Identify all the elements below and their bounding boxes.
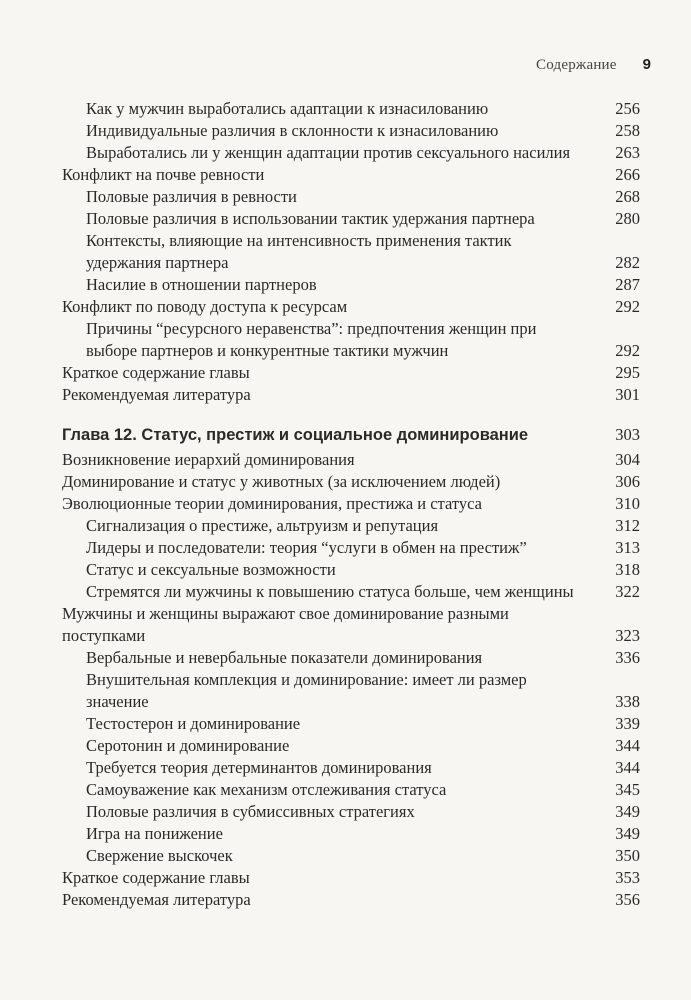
toc-entry-title: Лидеры и последователи: теория “услуги в обмен на престиж” <box>86 538 527 557</box>
toc-entry-title: Тестостерон и доминирование <box>86 714 301 733</box>
running-head-title: Содержание <box>536 57 617 73</box>
toc-entry-title: Рекомендуемая литература <box>62 890 251 909</box>
toc-entry-title: Половые различия в субмиссивных стратегиях <box>86 802 415 821</box>
toc-entry-title: Как у мужчин выработались адаптации к изнасилованию <box>86 99 489 118</box>
toc-entry-page: 301 <box>615 385 640 404</box>
toc-entry[interactable] <box>62 493 640 515</box>
toc-entry[interactable] <box>62 801 640 823</box>
toc-entry-page: 318 <box>615 560 640 579</box>
running-head <box>536 56 651 74</box>
toc-entry-page: 339 <box>615 714 640 733</box>
toc-entry-page: 310 <box>615 494 640 513</box>
toc-entry-title: Половые различия в использовании тактик удержания партнера <box>86 209 535 228</box>
toc-entry[interactable] <box>62 779 640 801</box>
toc-entry-page: 313 <box>615 538 640 557</box>
toc-entry-page: 258 <box>615 121 640 140</box>
toc-entry-page: 349 <box>615 824 640 843</box>
toc-entry-page: 356 <box>615 890 640 909</box>
toc-entry-title: Свержение выскочек <box>86 846 233 865</box>
toc-entry-title: Индивидуальные различия в склонности к изнасилованию <box>86 121 499 140</box>
toc-entry[interactable] <box>62 515 640 537</box>
toc-entry-title: Сигнализация о престиже, альтруизм и репутация <box>86 516 439 535</box>
toc-entry-title: Рекомендуемая литература <box>62 385 251 404</box>
toc-entry-page: 256 <box>615 99 640 118</box>
toc-entry-title: Серотонин и доминирование <box>86 736 290 755</box>
toc-entry[interactable] <box>62 296 640 318</box>
toc-entry-page: 292 <box>615 297 640 316</box>
toc-entry[interactable] <box>62 230 640 274</box>
toc-entry-page: 306 <box>615 472 640 491</box>
toc-entry-title: Внушительная комплекция и доминирование: имеет ли размер значение <box>86 670 527 711</box>
toc-entry-title: Краткое содержание главы <box>62 363 250 382</box>
toc-entry-title: Причины “ресурсного неравенства”: предпочтения женщин при выборе партнеров и конкурентные тактики мужчин <box>86 319 537 360</box>
toc-entry-title: Мужчины и женщины выражают свое доминирование разными поступками <box>62 604 509 645</box>
page-number: 9 <box>642 56 651 73</box>
toc-entry-title: Возникновение иерархий доминирования <box>62 450 355 469</box>
toc-entry-page: 322 <box>615 582 640 601</box>
toc-entry[interactable] <box>62 845 640 867</box>
toc-entry-page: 282 <box>615 253 640 272</box>
toc-entry[interactable] <box>62 208 640 230</box>
toc-entry-page: 268 <box>615 187 640 206</box>
toc-entry[interactable] <box>62 581 640 603</box>
toc-entry-page: 304 <box>615 450 640 469</box>
toc-chapter-title: Глава 12. Статус, престиж и социальное доминирование <box>62 426 529 444</box>
toc-entry[interactable] <box>62 164 640 186</box>
toc-entry[interactable] <box>62 889 640 911</box>
toc-entry-title: Доминирование и статус у животных (за исключением людей) <box>62 472 501 491</box>
toc-entry-title: Насилие в отношении партнеров <box>86 275 317 294</box>
toc-entry[interactable] <box>62 98 640 120</box>
toc-entry-page: 303 <box>615 425 640 444</box>
toc-entry-page: 349 <box>615 802 640 821</box>
toc-entry[interactable] <box>62 449 640 471</box>
toc-entry-title: Контексты, влияющие на интенсивность применения тактик удержания партнера <box>86 231 512 272</box>
toc-entry-page: 287 <box>615 275 640 294</box>
toc-entry[interactable] <box>62 669 640 713</box>
toc-entry-page: 350 <box>615 846 640 865</box>
toc-entry[interactable] <box>62 318 640 362</box>
toc-entry[interactable] <box>62 647 640 669</box>
toc-entry[interactable] <box>62 120 640 142</box>
toc-entry-page: 336 <box>615 648 640 667</box>
toc-entry[interactable] <box>62 713 640 735</box>
toc-entry-page: 280 <box>615 209 640 228</box>
toc-entry[interactable] <box>62 186 640 208</box>
toc-entry-title: Конфликт по поводу доступа к ресурсам <box>62 297 348 316</box>
toc-entry-page: 344 <box>615 736 640 755</box>
toc-entry[interactable] <box>62 603 640 647</box>
toc-entry-page: 295 <box>615 363 640 382</box>
toc-entry-title: Требуется теория детерминантов доминирования <box>86 758 432 777</box>
toc-entry-page: 312 <box>615 516 640 535</box>
toc-entry-title: Игра на понижение <box>86 824 223 843</box>
toc-entry[interactable] <box>62 537 640 559</box>
toc-entry[interactable] <box>62 823 640 845</box>
toc-entry[interactable] <box>62 384 640 406</box>
toc-entry-title: Краткое содержание главы <box>62 868 250 887</box>
toc-entry-page: 263 <box>615 143 640 162</box>
table-of-contents <box>62 98 640 911</box>
toc-chapter-heading[interactable] <box>62 424 640 446</box>
toc-entry-title: Конфликт на почве ревности <box>62 165 265 184</box>
toc-entry-title: Выработались ли у женщин адаптации против сексуального насилия <box>86 143 571 162</box>
toc-entry-page: 344 <box>615 758 640 777</box>
toc-entry-title: Половые различия в ревности <box>86 187 297 206</box>
toc-entry-title: Вербальные и невербальные показатели доминирования <box>86 648 483 667</box>
toc-entry-page: 292 <box>615 341 640 360</box>
toc-entry-title: Эволюционные теории доминирования, престижа и статуса <box>62 494 482 513</box>
toc-entry-page: 338 <box>615 692 640 711</box>
toc-entry[interactable] <box>62 735 640 757</box>
toc-entry[interactable] <box>62 362 640 384</box>
toc-entry-page: 345 <box>615 780 640 799</box>
toc-entry-page: 353 <box>615 868 640 887</box>
toc-entry[interactable] <box>62 142 640 164</box>
toc-entry-title: Статус и сексуальные возможности <box>86 560 336 579</box>
toc-entry[interactable] <box>62 867 640 889</box>
toc-entry[interactable] <box>62 757 640 779</box>
toc-entry-title: Самоуважение как механизм отслеживания статуса <box>86 780 447 799</box>
toc-entry[interactable] <box>62 274 640 296</box>
toc-entry[interactable] <box>62 559 640 581</box>
toc-entry-page: 323 <box>615 626 640 645</box>
toc-entry[interactable] <box>62 471 640 493</box>
toc-entry-title: Стремятся ли мужчины к повышению статуса больше, чем женщины <box>86 582 574 601</box>
toc-entry-page: 266 <box>615 165 640 184</box>
